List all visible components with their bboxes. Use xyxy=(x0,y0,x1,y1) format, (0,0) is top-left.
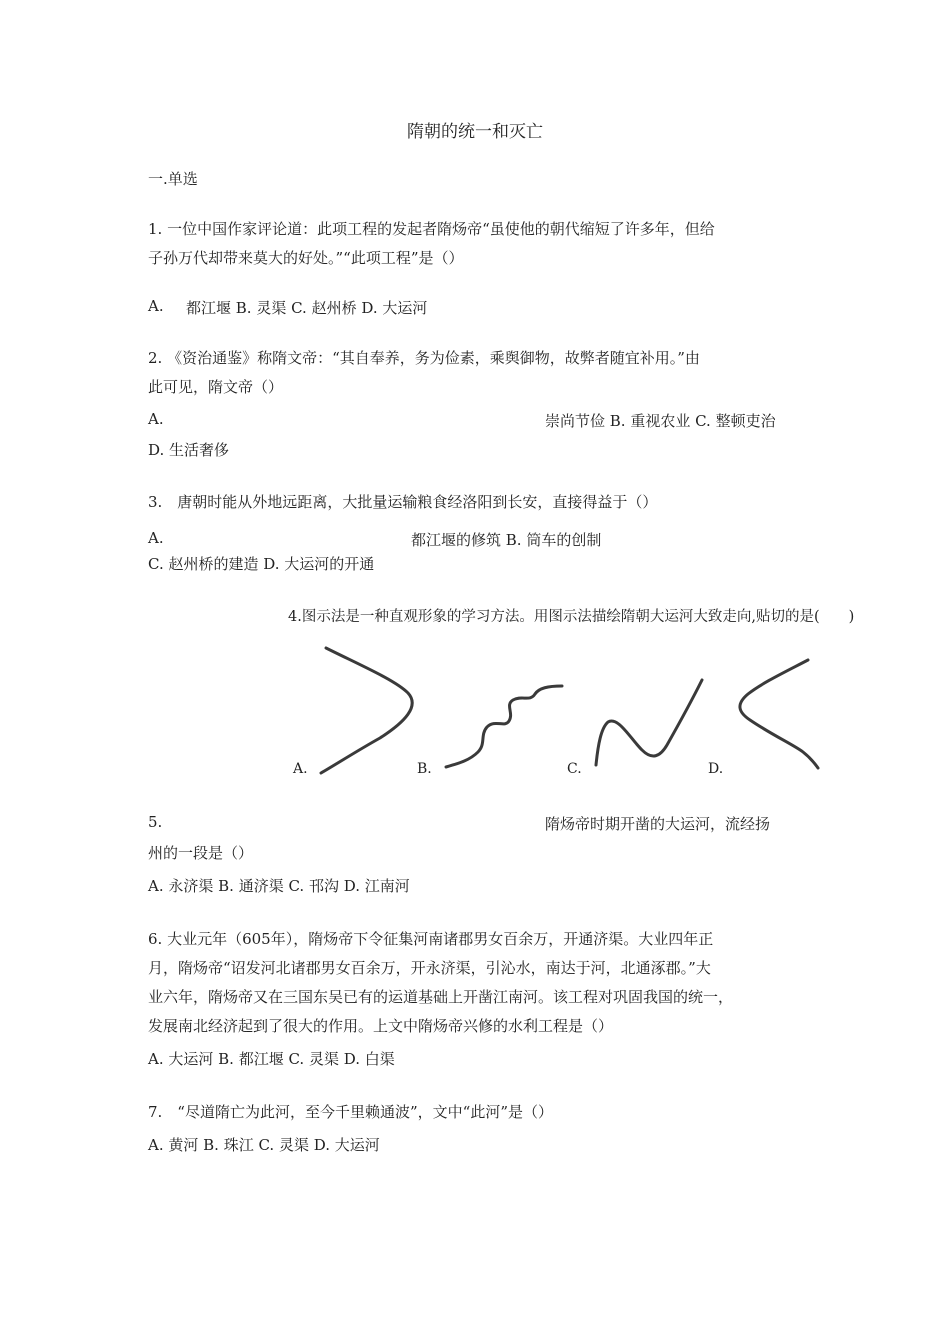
question-2-text-cont: 此可见，隋文帝（） xyxy=(148,378,284,396)
question-1-text: 1. 一位中国作家评论道：此项工程的发起者隋炀帝“虽使他的朝代缩短了许多年，但给 xyxy=(148,220,715,238)
question-7-text: 7. “尽道隋亡为此河，至今千里赖通波”，文中“此河”是（） xyxy=(148,1103,553,1121)
question-5-text-cont: 州的一段是（） xyxy=(148,844,254,862)
question-6-text-cont-2: 业六年，隋炀帝又在三国东吴已有的运道基础上开凿江南河。该工程对巩固我国的统一， xyxy=(148,988,734,1006)
route-c-curve xyxy=(596,680,702,765)
question-6-text-cont-3: 发展南北经济起到了很大的作用。上文中隋炀帝兴修的水利工程是（） xyxy=(148,1017,614,1035)
question-1-text-cont: 子孙万代却带来莫大的好处。”“此项工程”是（） xyxy=(148,249,464,267)
question-1-options: 都江堰 B. 灵渠 C. 赵州桥 D. 大运河 xyxy=(186,299,428,317)
question-3-options: 都江堰的修筑 B. 筒车的创制 xyxy=(411,531,602,549)
route-b-curve xyxy=(446,686,562,767)
question-6-options: A. 大运河 B. 都江堰 C. 灵渠 D. 白渠 xyxy=(148,1050,395,1068)
question-5-number: 5. xyxy=(148,813,163,831)
route-a-curve xyxy=(321,648,412,773)
question-5-text: 隋炀帝时期开凿的大运河，流经扬 xyxy=(545,815,771,833)
section-heading: 一.单选 xyxy=(148,170,198,188)
route-a-label: A. xyxy=(293,761,308,777)
question-6-text-cont-1: 月，隋炀帝“诏发河北诸郡男女百余万，开永济渠，引沁水，南达于河，北通涿郡。”大 xyxy=(148,959,711,977)
question-5-options: A. 永济渠 B. 通济渠 C. 邗沟 D. 江南河 xyxy=(148,877,410,895)
route-d-label: D. xyxy=(708,761,724,777)
question-2-option-d: D. 生活奢侈 xyxy=(148,441,230,459)
question-6-text: 6. 大业元年（605年），隋炀帝下令征集河南诸郡男女百余万，开通济渠。大业四年正 xyxy=(148,930,714,948)
question-2-text: 2. 《资治通鉴》称隋文帝：“其自奉养，务为俭素，乘舆御物，故弊者随宜补用。”由 xyxy=(148,349,700,367)
route-d-curve xyxy=(740,660,818,768)
question-3-options-cd: C. 赵州桥的建造 D. 大运河的开通 xyxy=(148,555,375,573)
question-4-text: 4.图示法是一种直观形象的学习方法。用图示法描绘隋朝大运河大致走向,贴切的是( ) xyxy=(288,609,855,625)
question-3-text: 3. 唐朝时能从外地远距离，大批量运输粮食经洛阳到长安，直接得益于（） xyxy=(148,493,658,511)
question-2-option-a-label: A. xyxy=(148,410,164,428)
page-title: 隋朝的统一和灭亡 xyxy=(407,122,543,142)
question-7-options: A. 黄河 B. 珠江 C. 灵渠 D. 大运河 xyxy=(148,1136,380,1154)
question-1-option-a-label: A. xyxy=(148,297,164,315)
question-3-option-a-label: A. xyxy=(148,529,164,547)
question-2-options: 崇尚节俭 B. 重视农业 C. 整顿吏治 xyxy=(545,412,776,430)
route-c-label: C. xyxy=(567,761,582,777)
route-b-label: B. xyxy=(417,761,432,777)
